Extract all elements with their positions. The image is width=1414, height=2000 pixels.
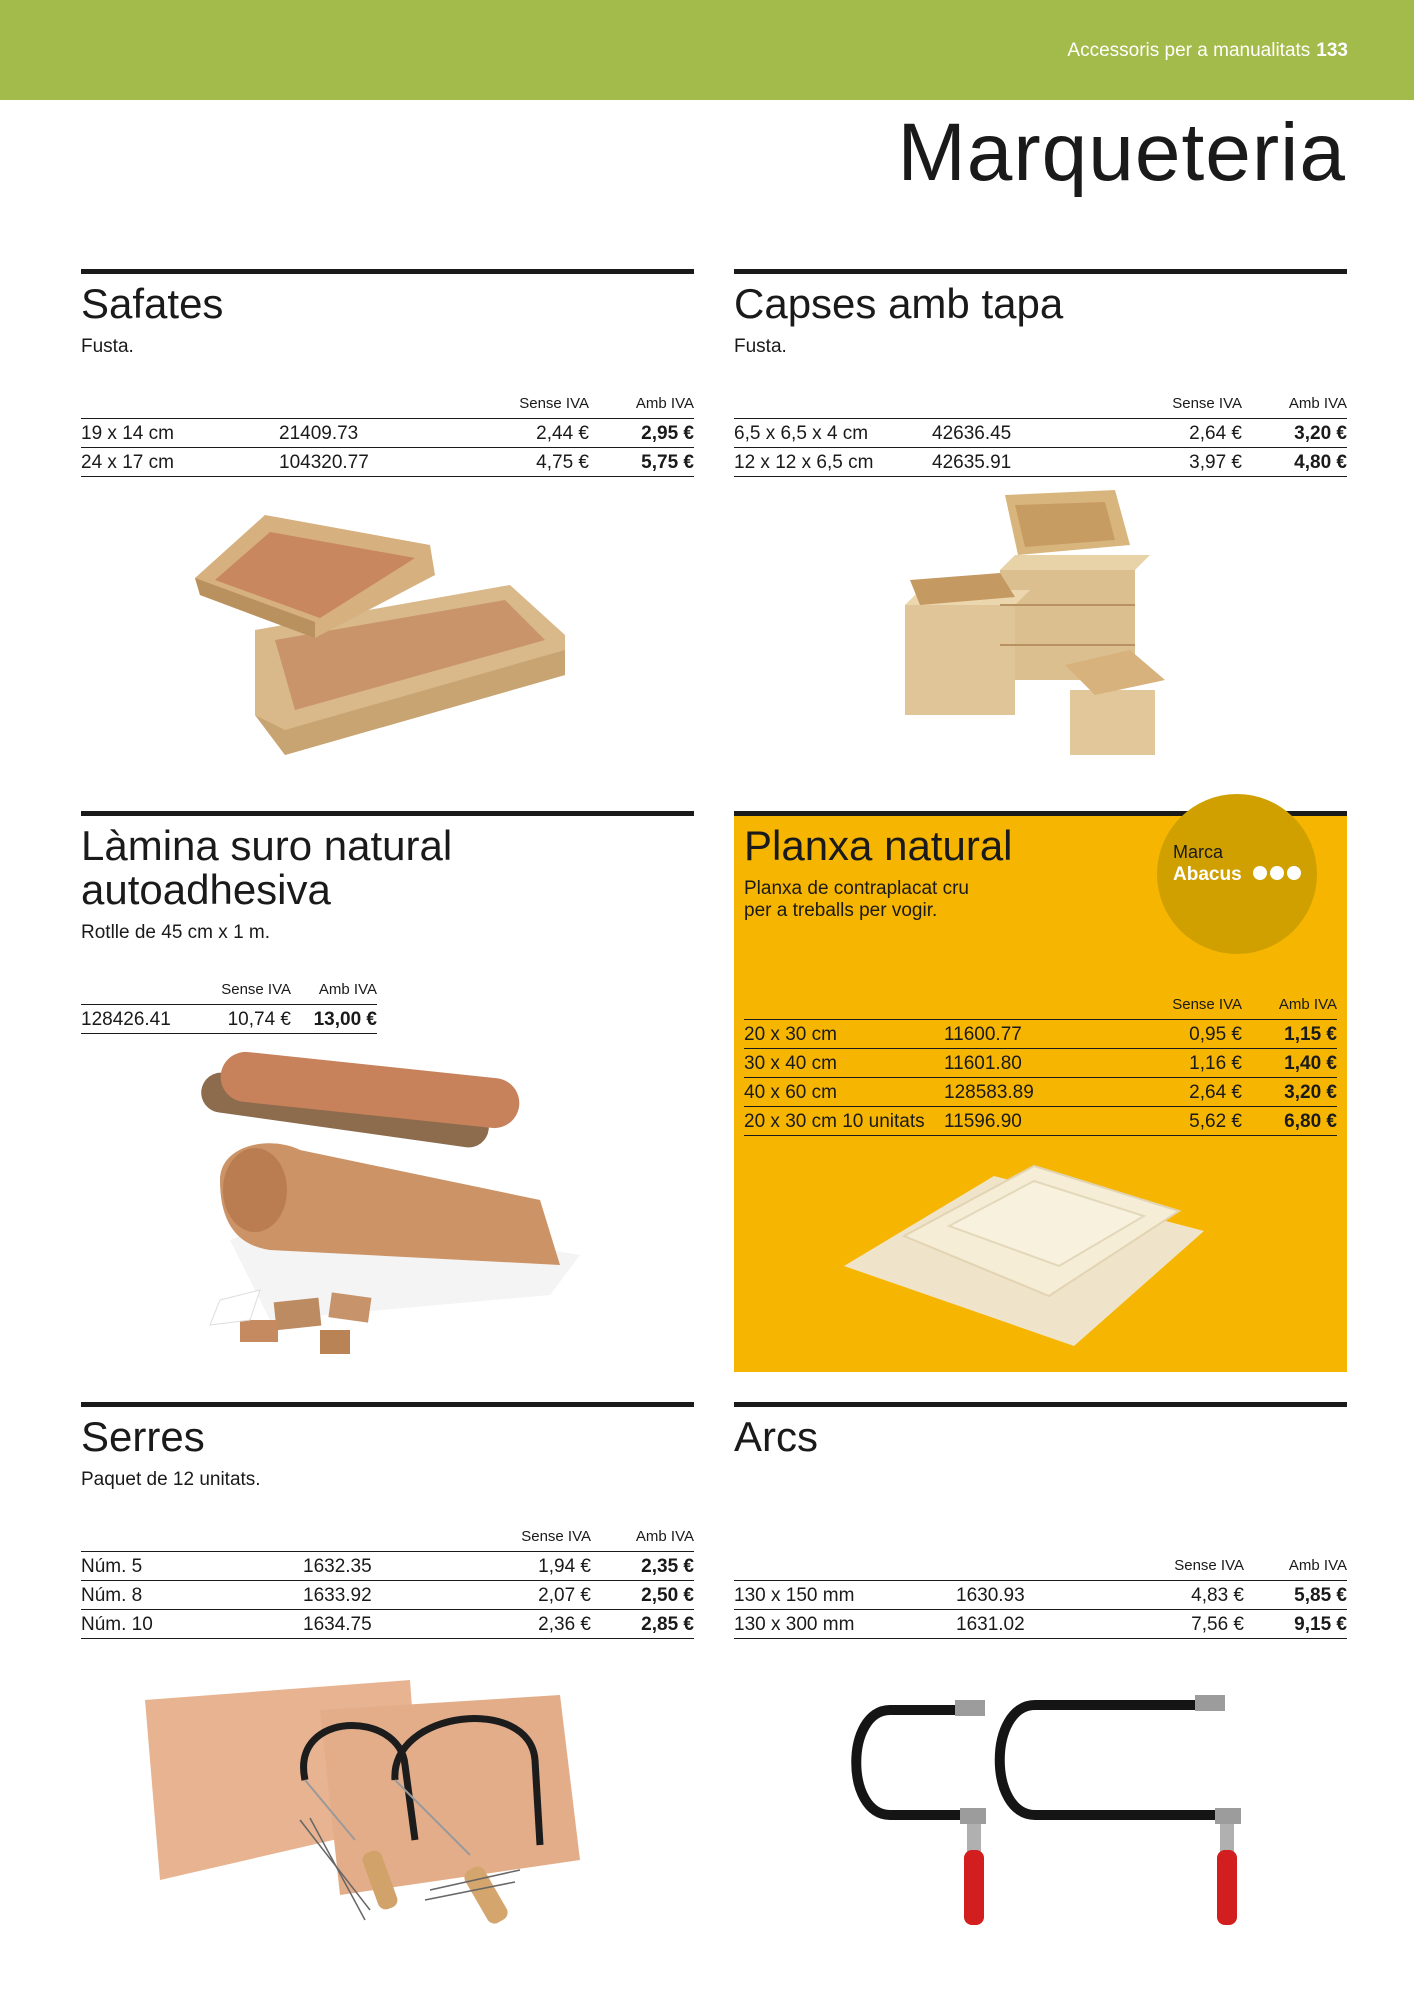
ref-cell: 42636.45: [932, 419, 1132, 448]
ref-cell: 128426.41: [81, 1005, 191, 1034]
price-sense-iva: 3,97 €: [1132, 448, 1242, 477]
price-amb-iva: 2,50 €: [591, 1581, 694, 1610]
table-row: [744, 1020, 1337, 1049]
price-amb-iva: 3,20 €: [1242, 419, 1347, 448]
size-cell: 19 x 14 cm: [81, 419, 279, 448]
price-sense-iva: 10,74 €: [191, 1005, 291, 1034]
section-description: Paquet de 12 unitats.: [81, 1469, 261, 1490]
table-row: [81, 419, 694, 448]
section-title: Capses amb tapa: [734, 280, 1064, 327]
section-title: [81, 816, 694, 912]
wooden-boxes-image: [890, 485, 1180, 765]
brand-badge-name: Abacus: [1173, 864, 1242, 885]
col-header-sense-iva: Sense IVA: [503, 1528, 591, 1552]
price-amb-iva: 4,80 €: [1242, 448, 1347, 477]
brand-dots-icon: [1253, 866, 1304, 885]
ref-cell: 42635.91: [932, 448, 1132, 477]
ref-cell: 11596.90: [944, 1107, 1134, 1136]
cork-rolls-image: [180, 1050, 600, 1360]
size-cell: 130 x 300 mm: [734, 1610, 956, 1639]
price-sense-iva: 2,64 €: [1132, 419, 1242, 448]
price-sense-iva: 2,64 €: [1134, 1078, 1242, 1107]
section-title: Safates: [81, 280, 224, 327]
col-header-amb-iva: Amb IVA: [1242, 996, 1337, 1020]
table-row: [81, 1005, 377, 1034]
price-sense-iva: 5,62 €: [1134, 1107, 1242, 1136]
breadcrumb: [1067, 40, 1348, 62]
price-amb-iva: 1,15 €: [1242, 1020, 1337, 1049]
table-row: [81, 448, 694, 477]
section-title: Planxa natural: [744, 822, 1013, 869]
saw-blades-image: [140, 1670, 600, 1935]
col-header-sense-iva: Sense IVA: [479, 395, 589, 419]
header-bar: [0, 0, 1414, 100]
section-capses: [734, 269, 1347, 473]
section-planxa-natural: [734, 811, 1347, 1372]
price-sense-iva: 2,36 €: [503, 1610, 591, 1639]
size-cell: 30 x 40 cm: [744, 1049, 944, 1078]
price-amb-iva: 5,75 €: [589, 448, 694, 477]
table-row: [734, 419, 1347, 448]
table-row: [734, 1610, 1347, 1639]
size-cell: 130 x 150 mm: [734, 1581, 956, 1610]
page-number: 133: [1316, 40, 1348, 61]
price-amb-iva: 13,00 €: [291, 1005, 377, 1034]
ref-cell: 1634.75: [303, 1610, 503, 1639]
col-header-sense-iva: Sense IVA: [191, 981, 291, 1005]
table-row: [744, 1107, 1337, 1136]
size-cell: 20 x 30 cm 10 unitats: [744, 1107, 944, 1136]
col-header-amb-iva: Amb IVA: [1242, 395, 1347, 419]
price-sense-iva: 4,83 €: [1156, 1581, 1244, 1610]
table-row: [734, 1581, 1347, 1610]
table-row: [744, 1078, 1337, 1107]
col-header-amb-iva: Amb IVA: [589, 395, 694, 419]
price-table: [81, 1528, 694, 1639]
col-header-amb-iva: Amb IVA: [291, 981, 377, 1005]
price-amb-iva: 1,40 €: [1242, 1049, 1337, 1078]
breadcrumb-label: Accessoris per a manualitats: [1067, 40, 1311, 61]
price-table: [734, 395, 1347, 477]
size-cell: 24 x 17 cm: [81, 448, 279, 477]
section-description: Fusta.: [734, 336, 787, 357]
ref-cell: 11601.80: [944, 1049, 1134, 1078]
price-amb-iva: 2,95 €: [589, 419, 694, 448]
col-header-sense-iva: Sense IVA: [1132, 395, 1242, 419]
price-amb-iva: 3,20 €: [1242, 1078, 1337, 1107]
desc-line-2: per a treballs per vogir.: [744, 900, 938, 921]
size-cell: Núm. 5: [81, 1552, 303, 1581]
title-line-2: autoadhesiva: [81, 866, 331, 913]
price-amb-iva: 9,15 €: [1244, 1610, 1347, 1639]
price-amb-iva: 2,85 €: [591, 1610, 694, 1639]
price-sense-iva: 1,94 €: [503, 1552, 591, 1581]
plywood-sheets-image: [844, 1156, 1224, 1356]
ref-cell: 104320.77: [279, 448, 479, 477]
table-row: [734, 448, 1347, 477]
size-cell: 20 x 30 cm: [744, 1020, 944, 1049]
table-row: [81, 1581, 694, 1610]
section-description: Rotlle de 45 cm x 1 m.: [81, 922, 271, 943]
brand-badge: [1157, 794, 1317, 954]
col-header-sense-iva: Sense IVA: [1156, 1557, 1244, 1581]
title-line-1: Làmina suro natural: [81, 822, 453, 869]
size-cell: 40 x 60 cm: [744, 1078, 944, 1107]
size-cell: Núm. 10: [81, 1610, 303, 1639]
section-safates: [81, 269, 694, 473]
price-amb-iva: 2,35 €: [591, 1552, 694, 1581]
ref-cell: 128583.89: [944, 1078, 1134, 1107]
size-cell: 6,5 x 6,5 x 4 cm: [734, 419, 932, 448]
section-arcs: [734, 1402, 1347, 1635]
ref-cell: 1630.93: [956, 1581, 1156, 1610]
section-title: Arcs: [734, 1413, 818, 1460]
page-title: Marqueteria: [897, 107, 1346, 198]
table-row: [81, 1610, 694, 1639]
section-title: Serres: [81, 1413, 205, 1460]
price-amb-iva: 5,85 €: [1244, 1581, 1347, 1610]
price-table: [81, 981, 377, 1034]
price-sense-iva: 2,44 €: [479, 419, 589, 448]
section-serres: [81, 1402, 694, 1635]
price-amb-iva: 6,80 €: [1242, 1107, 1337, 1136]
ref-cell: 11600.77: [944, 1020, 1134, 1049]
ref-cell: 1631.02: [956, 1610, 1156, 1639]
section-description: Fusta.: [81, 336, 134, 357]
price-table: [744, 996, 1337, 1136]
size-cell: 12 x 12 x 6,5 cm: [734, 448, 932, 477]
desc-line-1: Planxa de contraplacat cru: [744, 878, 969, 899]
table-row: [81, 1552, 694, 1581]
col-header-sense-iva: Sense IVA: [1134, 996, 1242, 1020]
col-header-amb-iva: Amb IVA: [1244, 1557, 1347, 1581]
table-row: [744, 1049, 1337, 1078]
brand-badge-label: Marca: [1173, 842, 1224, 862]
price-sense-iva: 4,75 €: [479, 448, 589, 477]
section-lamina-suro: [81, 811, 694, 1030]
ref-cell: 21409.73: [279, 419, 479, 448]
price-table: [734, 1557, 1347, 1639]
wooden-trays-image: [180, 500, 580, 770]
price-sense-iva: 2,07 €: [503, 1581, 591, 1610]
price-sense-iva: 1,16 €: [1134, 1049, 1242, 1078]
price-sense-iva: 0,95 €: [1134, 1020, 1242, 1049]
price-sense-iva: 7,56 €: [1156, 1610, 1244, 1639]
ref-cell: 1633.92: [303, 1581, 503, 1610]
size-cell: Núm. 8: [81, 1581, 303, 1610]
price-table: [81, 395, 694, 477]
saw-frames-image: [830, 1690, 1250, 1930]
ref-cell: 1632.35: [303, 1552, 503, 1581]
col-header-amb-iva: Amb IVA: [591, 1528, 694, 1552]
